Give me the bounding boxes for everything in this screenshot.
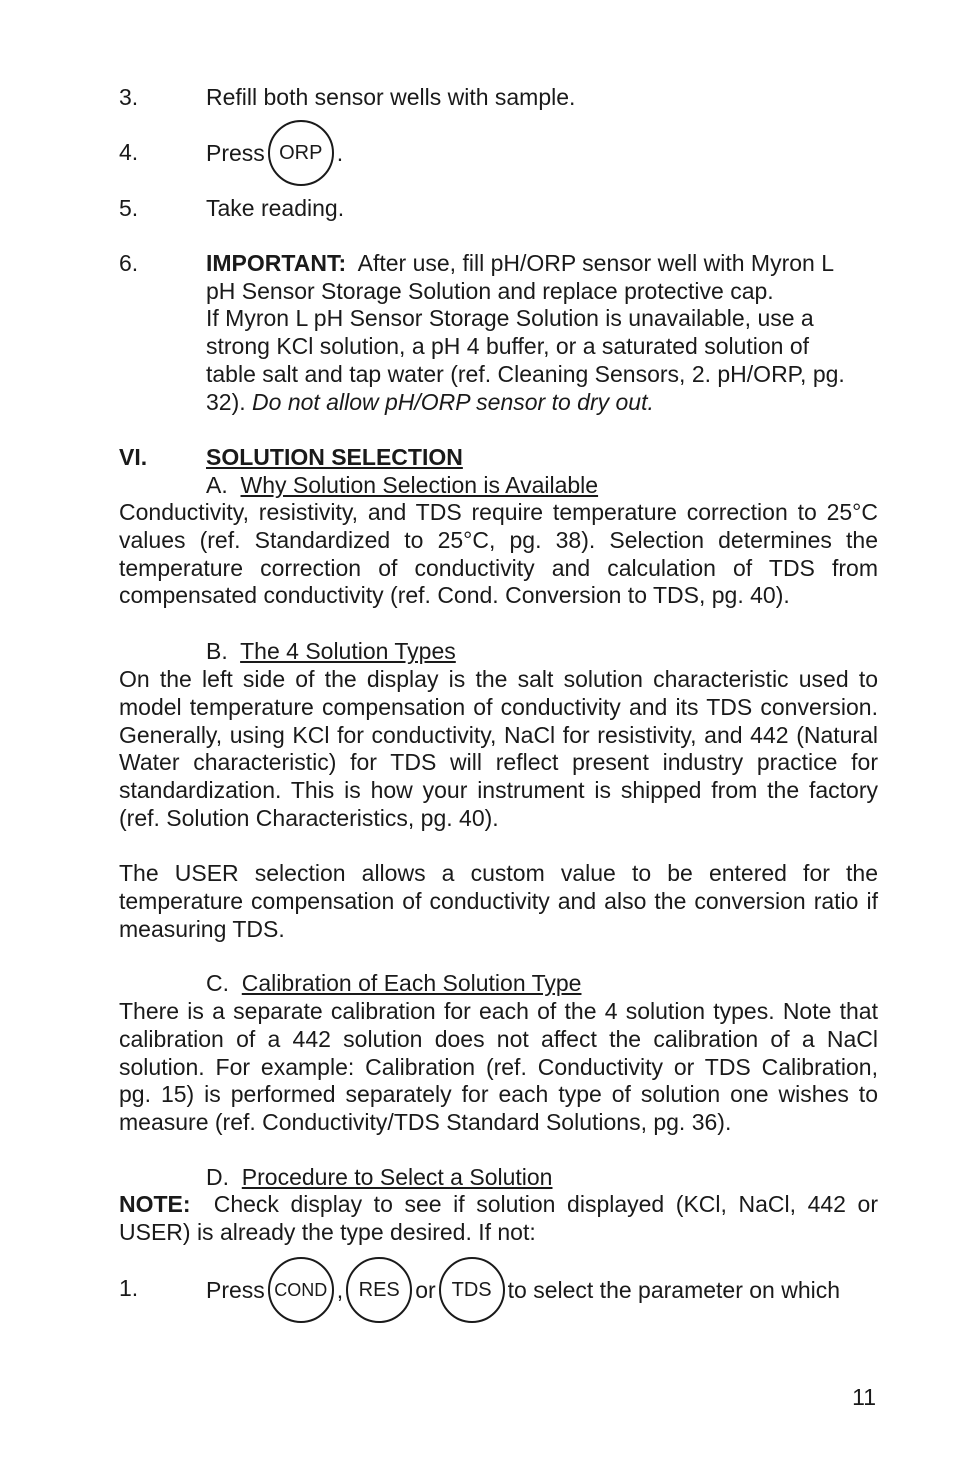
subsection-title: Calibration of Each Solution Type — [241, 970, 582, 996]
subsection-label: C. — [206, 970, 229, 996]
page-number: 11 — [852, 1384, 876, 1410]
step-number: 4. — [119, 139, 139, 165]
step-number: 1. — [119, 1275, 139, 1301]
section-title: SOLUTION SELECTION — [206, 444, 463, 470]
note-label: NOTE: — [119, 1191, 191, 1217]
step-number: 6. — [119, 250, 139, 276]
subsection-label: A. — [206, 472, 228, 498]
press-label: Press — [206, 140, 265, 166]
comma: , — [336, 1277, 344, 1303]
warning-text: Do not allow pH/ORP sensor to dry out. — [252, 389, 654, 415]
subsection-heading-d — [206, 1164, 552, 1192]
important-line — [206, 250, 834, 278]
cond-key-icon: COND — [268, 1257, 334, 1323]
step-press-orp — [206, 120, 343, 188]
res-key-icon: RES — [346, 1257, 412, 1323]
or-label: or — [415, 1277, 436, 1303]
subsection-heading-a — [206, 472, 598, 500]
paragraph: On the left side of the display is the salt solution characteristic used to model temperature compensation of conductivity and its TDS conversion. Generally, using KCl for conductivity, NaCl for resistivity, and 442 (Natural Water characteristic) for TDS will reflect present industry practice for standardization. This is how your instrument is shipped from the factory (ref. Solution Characteristics, pg. 40). — [119, 666, 878, 831]
paragraph: The USER selection allows a custom value to be entered for the temperature compensation of conductivity and also the conversion ratio if measuring TDS. — [119, 860, 878, 942]
step-text: to select the parameter on which — [507, 1277, 841, 1303]
paragraph: There is a separate calibration for each of the 4 solution types. Note that calibration of a 442 solution does not affect the calibration of a NaCl solution. For example: Calibration (ref. Conductivity or TDS Calibration, pg. 15) is performed separately for each type of solution one wishes to measure (ref. Conductivity/TDS Standard Solutions, pg. 36). — [119, 998, 878, 1136]
subsection-heading-c — [206, 970, 581, 998]
important-line-last — [206, 389, 654, 417]
press-label: Press — [206, 1277, 265, 1303]
page-ref: 32). — [206, 389, 246, 415]
important-line: If Myron L pH Sensor Storage Solution is unavailable, use a — [206, 305, 814, 331]
step-number: 3. — [119, 84, 139, 110]
subsection-title: Procedure to Select a Solution — [241, 1164, 553, 1190]
paragraph: Conductivity, resistivity, and TDS require temperature correction to 25°C values (ref. Standardized to 25°C, pg. 38). Selection determines the temperature correction of conductivity and calculation of TDS from compensated conductivity (ref. Cond. Conversion to TDS, pg. 40). — [119, 499, 878, 609]
step-press-keys — [206, 1257, 840, 1325]
step-text: Refill both sensor wells with sample. — [206, 84, 576, 110]
important-line: strong KCl solution, a pH 4 buffer, or a saturated solution of — [206, 333, 810, 359]
important-line: table salt and tap water (ref. Cleaning Sensors, 2. pH/ORP, pg. — [206, 361, 845, 387]
tds-key-icon: TDS — [439, 1257, 505, 1323]
orp-key-icon: ORP — [268, 120, 334, 186]
important-label: IMPORTANT: — [206, 250, 347, 276]
subsection-label: D. — [206, 1164, 229, 1190]
subsection-heading-b — [206, 638, 456, 666]
subsection-label: B. — [206, 638, 228, 664]
step-number: 5. — [119, 195, 139, 221]
important-text: After use, fill pH/ORP sensor well with Myron L — [357, 250, 834, 276]
note-text: Check display to see if solution displayed (KCl, NaCl, 442 or USER) is already the type desired. If not: — [119, 1191, 879, 1245]
important-line: pH Sensor Storage Solution and replace protective cap. — [206, 278, 774, 304]
subsection-title: Why Solution Selection is Available — [240, 472, 599, 498]
step-text: Take reading. — [206, 195, 345, 221]
note-paragraph — [119, 1191, 878, 1247]
period: . — [336, 140, 344, 166]
subsection-title: The 4 Solution Types — [240, 638, 456, 664]
section-number: VI. — [119, 444, 148, 470]
